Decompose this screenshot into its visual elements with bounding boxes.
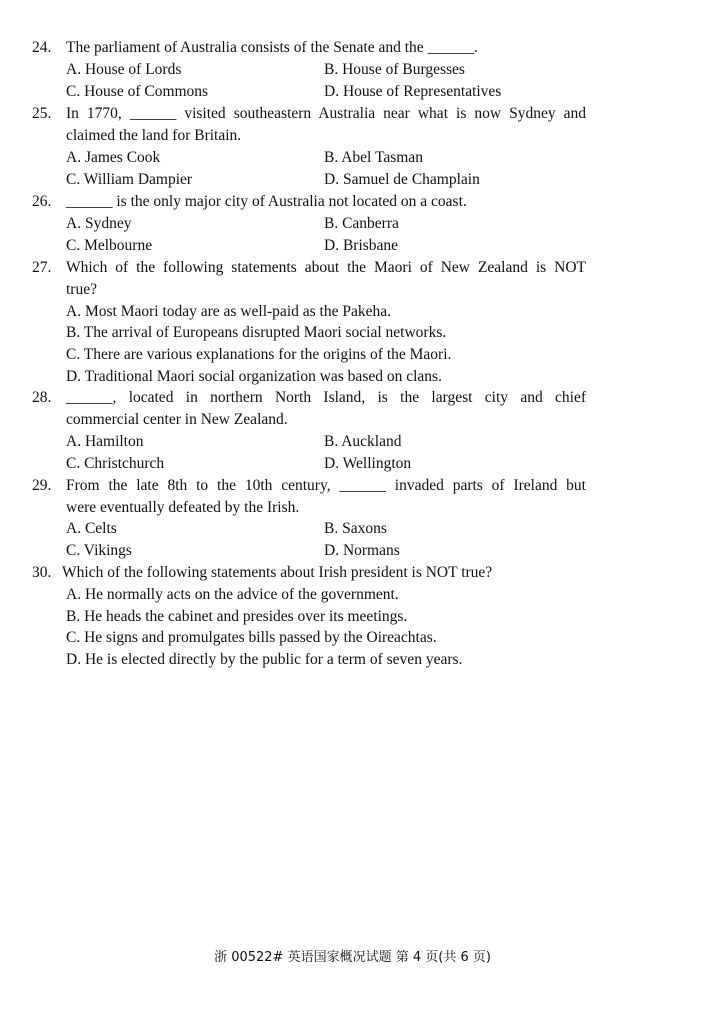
options-row [0, 540, 705, 562]
option-c: C. Christchurch [66, 455, 165, 472]
options-row [0, 147, 705, 169]
question-text: true? [66, 281, 97, 298]
option-d: D. He is elected directly by the public for a term of seven years. [66, 651, 463, 668]
option-b: B. Saxons [324, 520, 387, 537]
question-number: 30. [32, 564, 52, 581]
option-b: B. Auckland [324, 433, 402, 450]
option-a: A. Most Maori today are as well-paid as the Pakeha. [66, 303, 391, 320]
options-row [0, 431, 705, 453]
option-a: A. Sydney [66, 215, 132, 232]
option-b: B. Canberra [324, 215, 399, 232]
question-text: ______, located in northern North Island, is the largest city and chief [66, 389, 586, 406]
option-c: C. There are various explanations for the origins of the Maori. [66, 346, 452, 363]
question-number: 24. [32, 39, 52, 56]
options-row [0, 169, 705, 191]
option-d: D. Normans [324, 542, 400, 559]
option-b: B. He heads the cabinet and presides over its meetings. [66, 608, 408, 625]
question-text: From the late 8th to the 10th century, ______ invaded parts of Ireland but [66, 477, 586, 494]
question-number: 28. [32, 389, 52, 406]
question-text: commercial center in New Zealand. [66, 411, 288, 428]
options-row [0, 344, 705, 366]
options-row [0, 649, 705, 671]
options-row [0, 322, 705, 344]
option-a: A. He normally acts on the advice of the government. [66, 586, 399, 603]
option-d: D. Samuel de Champlain [324, 171, 480, 188]
option-a: A. House of Lords [66, 61, 182, 78]
options-row [0, 301, 705, 323]
question-text: In 1770, ______ visited southeastern Australia near what is now Sydney and [66, 105, 586, 122]
option-b: B. The arrival of Europeans disrupted Maori social networks. [66, 324, 447, 341]
question-24 [0, 37, 705, 59]
question-text-continued [0, 409, 705, 431]
question-text: The parliament of Australia consists of the Senate and the ______. [66, 39, 478, 56]
options-row [0, 518, 705, 540]
option-d: D. Wellington [324, 455, 412, 472]
question-number: 29. [32, 477, 52, 494]
question-text: Which of the following statements about Irish president is NOT true? [62, 564, 493, 581]
options-row [0, 59, 705, 81]
question-text: Which of the following statements about the Maori of New Zealand is NOT [66, 259, 586, 276]
options-row [0, 627, 705, 649]
question-number: 25. [32, 105, 52, 122]
options-row [0, 584, 705, 606]
option-a: A. Hamilton [66, 433, 144, 450]
option-d: D. House of Representatives [324, 83, 502, 100]
question-25 [0, 103, 705, 125]
option-a: A. Celts [66, 520, 117, 537]
question-text-continued [0, 279, 705, 301]
question-text-continued [0, 125, 705, 147]
option-c: C. William Dampier [66, 171, 193, 188]
options-row [0, 81, 705, 103]
question-text: were eventually defeated by the Irish. [66, 499, 300, 516]
options-row [0, 453, 705, 475]
question-number: 27. [32, 259, 52, 276]
question-text: ______ is the only major city of Australia not located on a coast. [66, 193, 467, 210]
options-row [0, 606, 705, 628]
option-b: B. Abel Tasman [324, 149, 423, 166]
option-a: A. James Cook [66, 149, 161, 166]
question-text: claimed the land for Britain. [66, 127, 242, 144]
option-d: D. Traditional Maori social organization was based on clans. [66, 368, 442, 385]
question-text-continued [0, 497, 705, 519]
option-b: B. House of Burgesses [324, 61, 465, 78]
options-row [0, 235, 705, 257]
page-footer: 浙 00522# 英语国家概况试题 第 4 页(共 6 页) [214, 950, 491, 965]
question-28 [0, 387, 705, 409]
question-27 [0, 257, 705, 279]
options-row [0, 213, 705, 235]
option-c: C. Melbourne [66, 237, 153, 254]
option-c: C. Vikings [66, 542, 132, 559]
question-30 [0, 562, 705, 584]
question-number: 26. [32, 193, 52, 210]
option-c: C. He signs and promulgates bills passed by the Oireachtas. [66, 629, 437, 646]
question-29 [0, 475, 705, 497]
question-26 [0, 191, 705, 213]
option-d: D. Brisbane [324, 237, 399, 254]
options-row [0, 366, 705, 388]
option-c: C. House of Commons [66, 83, 209, 100]
